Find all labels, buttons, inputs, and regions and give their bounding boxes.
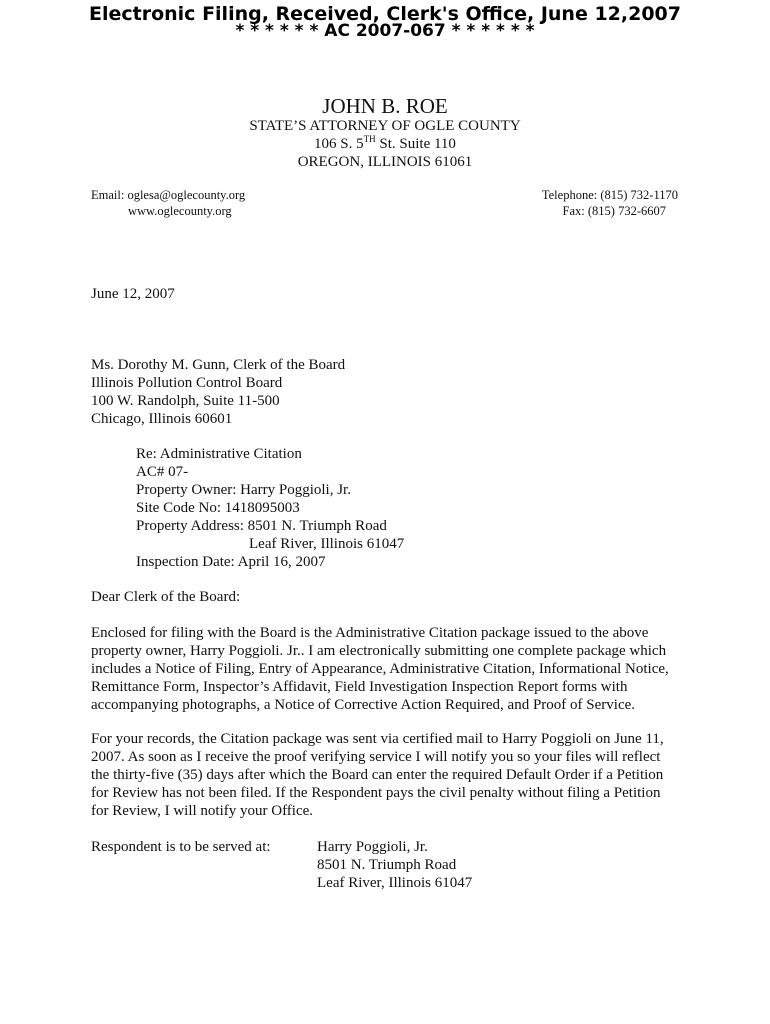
- recipient-address: [91, 356, 345, 428]
- filing-stamp-line: Electronic Filing, Received, Clerk's Office, June 12,2007: [89, 3, 681, 25]
- paragraph-line: 2007. As soon as I receive the proof verifying service I will notify you so your files will reflect: [91, 749, 661, 765]
- address-street-number: 106 S. 5: [314, 136, 364, 152]
- letterhead-address: [0, 136, 770, 153]
- case-number-stamp: * * * * * * AC 2007-067 * * * * * *: [235, 21, 535, 41]
- recipient-line: Ms. Dorothy M. Gunn, Clerk of the Board: [91, 357, 346, 373]
- letterhead-title: STATE’S ATTORNEY OF OGLE COUNTY: [249, 118, 521, 134]
- re-ac-number: AC# 07-: [136, 464, 189, 480]
- body-paragraph-1: [91, 624, 681, 714]
- re-property-address: Property Address: 8501 N. Triumph Road: [136, 518, 387, 534]
- body-paragraph-2: [91, 730, 681, 820]
- paragraph-line: the thirty-five (35) days after which the Board can enter the required Default Order if a Petition: [91, 767, 664, 783]
- paragraph-line: Remittance Form, Inspector’s Affidavit, Field Investigation Inspection Report forms with: [91, 679, 628, 695]
- address-street-suite: St. Suite 110: [375, 136, 456, 152]
- recipient-line: 100 W. Randolph, Suite 11-500: [91, 393, 280, 409]
- letterhead-email: Email: oglesa@oglecounty.org: [91, 188, 246, 202]
- re-block: [136, 445, 404, 571]
- service-address-line: Leaf River, Illinois 61047: [317, 875, 473, 891]
- address-ordinal-suffix: TH: [363, 134, 376, 144]
- paragraph-line: Enclosed for filing with the Board is the Administrative Citation package issued to the above: [91, 625, 649, 641]
- service-address-line: 8501 N. Triumph Road: [317, 857, 457, 873]
- letterhead-city: OREGON, ILLINOIS 61061: [297, 154, 473, 170]
- paragraph-line: accompanying photographs, a Notice of Corrective Action Required, and Proof of Service.: [91, 697, 636, 713]
- paragraph-line: includes a Notice of Filing, Entry of Appearance, Administrative Citation, Informational Notice,: [91, 661, 669, 677]
- paragraph-line: For your records, the Citation package was sent via certified mail to Harry Poggioli on June 11,: [91, 731, 664, 747]
- letterhead-website: www.oglecounty.org: [128, 204, 232, 218]
- letter-date: June 12, 2007: [91, 286, 175, 302]
- re-subject: Re: Administrative Citation: [136, 446, 302, 462]
- re-inspection-date: Inspection Date: April 16, 2007: [136, 554, 326, 570]
- recipient-line: Chicago, Illinois 60601: [91, 411, 233, 427]
- letterhead-telephone: Telephone: (815) 732-1170: [541, 188, 678, 202]
- paragraph-line: for Review, I will notify your Office.: [91, 803, 314, 819]
- service-address: [317, 838, 472, 892]
- salutation: Dear Clerk of the Board:: [91, 589, 241, 605]
- re-site-code: Site Code No: 1418095003: [136, 500, 300, 516]
- paragraph-line: property owner, Harry Poggioli. Jr.. I am electronically submitting one complete package which: [91, 643, 667, 659]
- re-property-owner: Property Owner: Harry Poggioli, Jr.: [136, 482, 351, 498]
- recipient-line: Illinois Pollution Control Board: [91, 375, 283, 391]
- re-property-address-city: Leaf River, Illinois 61047: [249, 536, 405, 552]
- letterhead-name: JOHN B. ROE: [322, 94, 448, 118]
- service-address-line: Harry Poggioli, Jr.: [317, 839, 428, 855]
- paragraph-line: for Review has not been filed. If the Respondent pays the civil penalty without filing a Petition: [91, 785, 661, 801]
- service-label: Respondent is to be served at:: [91, 839, 271, 855]
- letterhead-fax: Fax: (815) 732-6607: [562, 204, 666, 218]
